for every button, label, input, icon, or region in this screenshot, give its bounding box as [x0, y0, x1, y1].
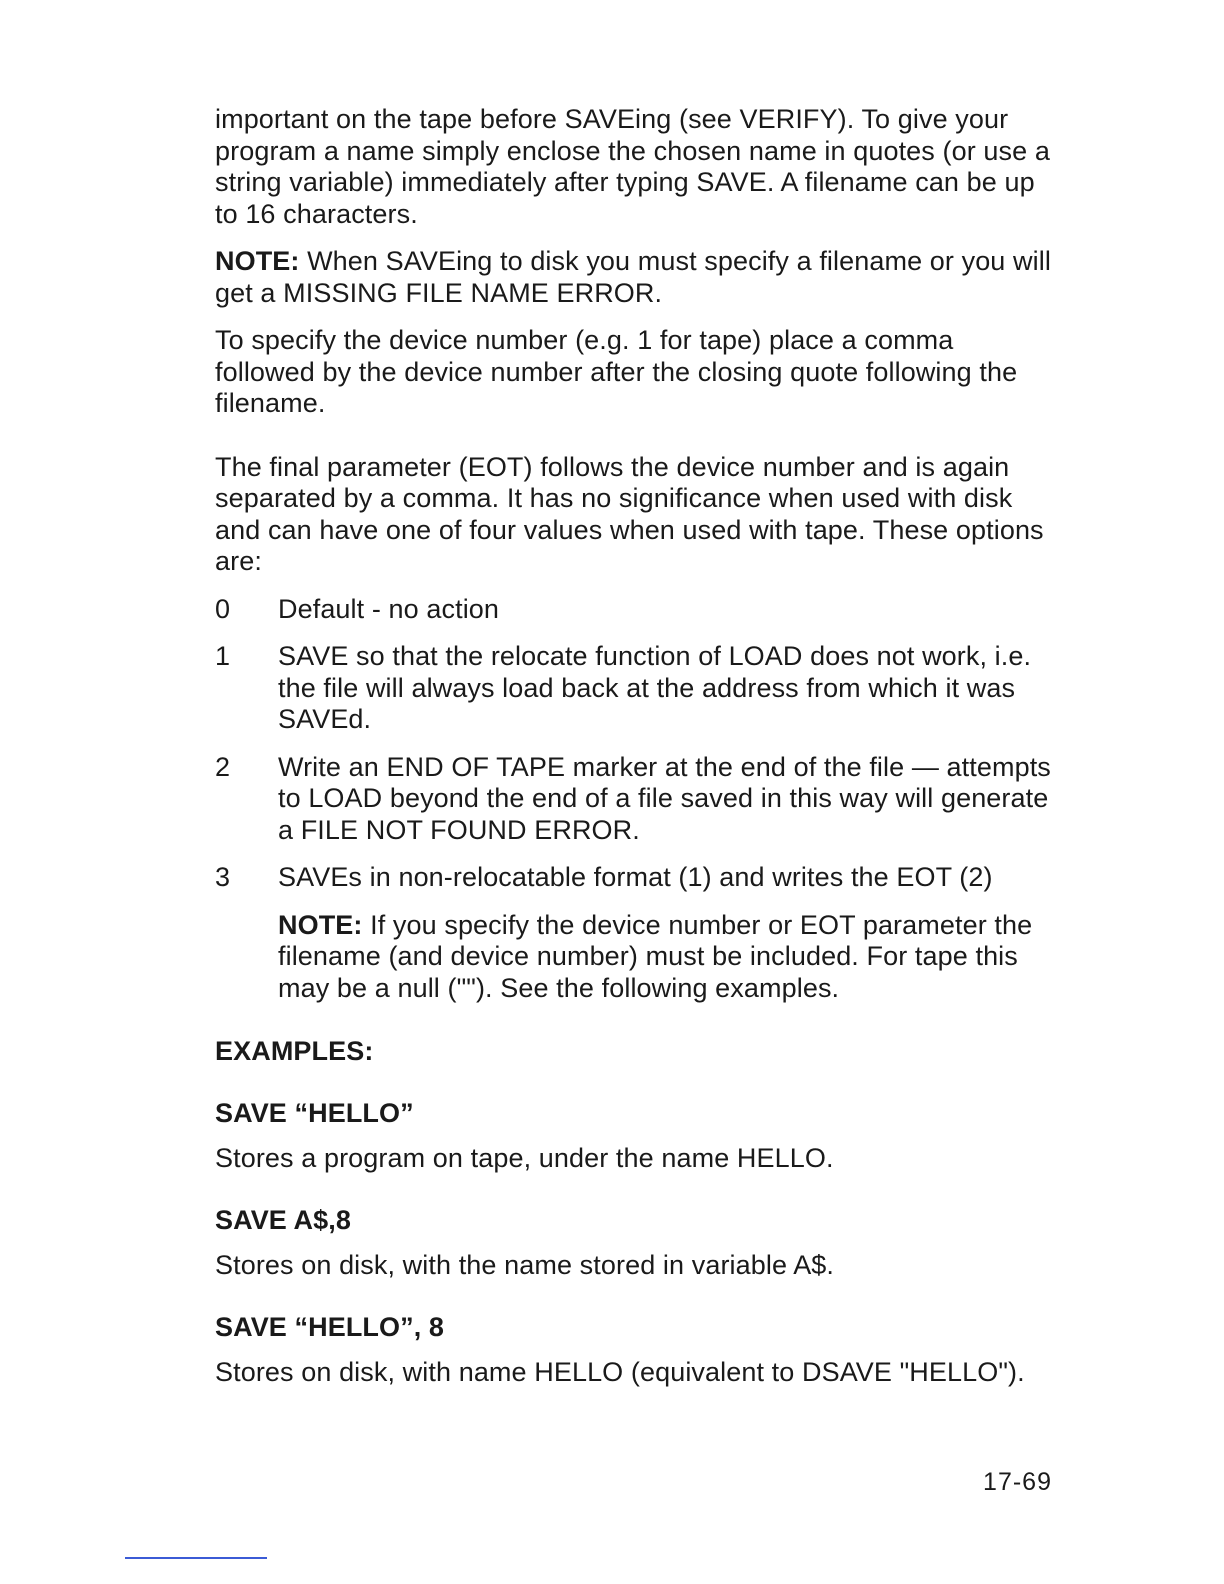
- note-device-parameter: [278, 910, 1055, 1005]
- example-description: Stores on disk, with name HELLO (equivalent to DSAVE "HELLO").: [215, 1357, 1025, 1387]
- example-description: Stores on disk, with the name stored in variable A$.: [215, 1250, 835, 1280]
- device-number-paragraph: To specify the device number (e.g. 1 for tape) place a comma followed by the device number after the closing quote following the filename.: [215, 325, 1018, 418]
- note-text: If you specify the device number or EOT parameter the filename (and device number) must be included. For tape this may be a null (""). See the following examples.: [278, 909, 1033, 1003]
- note-label: NOTE:: [278, 909, 363, 940]
- intro-paragraph: important on the tape before SAVEing (see VERIFY). To give your program a name simply enclose the chosen name in quotes (or use a string variable) immediately after typing SAVE. A filename can be up to 16 characters.: [215, 104, 1050, 229]
- eot-option-3: [215, 862, 1055, 894]
- example-command: SAVE “HELLO”: [215, 1097, 414, 1128]
- eot-paragraph: The final parameter (EOT) follows the device number and is again separated by a comma. It has no significance when used with disk and can have one of four values when used with tape. These options are:: [215, 451, 1044, 576]
- option-text: SAVEs in non-relocatable format (1) and writes the EOT (2): [278, 862, 993, 892]
- note-disk-filename: [215, 246, 1055, 309]
- option-number: 1: [215, 641, 231, 671]
- note-text: When SAVEing to disk you must specify a filename or you will get a MISSING FILE NAME ERROR.: [215, 246, 1051, 308]
- option-number: 3: [215, 862, 231, 892]
- footer-rule: [125, 1557, 267, 1559]
- example-save-hello-disk: [215, 1312, 1055, 1389]
- option-number: 0: [215, 593, 231, 624]
- eot-option-0: [215, 594, 1055, 626]
- eot-option-2: [215, 752, 1055, 847]
- example-save-hello: [215, 1098, 1055, 1175]
- eot-option-1: [215, 641, 1055, 736]
- example-command: SAVE “HELLO”, 8: [215, 1311, 445, 1342]
- eot-options-list: [215, 594, 1055, 1005]
- example-save-variable: [215, 1205, 1055, 1282]
- page-content: [215, 104, 1055, 1419]
- examples-heading: EXAMPLES:: [215, 1036, 374, 1066]
- option-text: Write an END OF TAPE marker at the end of the file — attempts to LOAD beyond the end of a file saved in this way will generate a FILE NOT FOUND ERROR.: [278, 751, 1051, 845]
- option-text: SAVE so that the relocate function of LOAD does not work, i.e. the file will always load back at the address from which it was SAVEd.: [278, 641, 1032, 734]
- option-text: Default - no action: [278, 593, 500, 624]
- note-label: NOTE:: [215, 246, 300, 276]
- example-command: SAVE A$,8: [215, 1204, 351, 1235]
- option-number: 2: [215, 751, 231, 782]
- example-description: Stores a program on tape, under the name HELLO.: [215, 1143, 834, 1173]
- page-number: 17-69: [983, 1468, 1052, 1496]
